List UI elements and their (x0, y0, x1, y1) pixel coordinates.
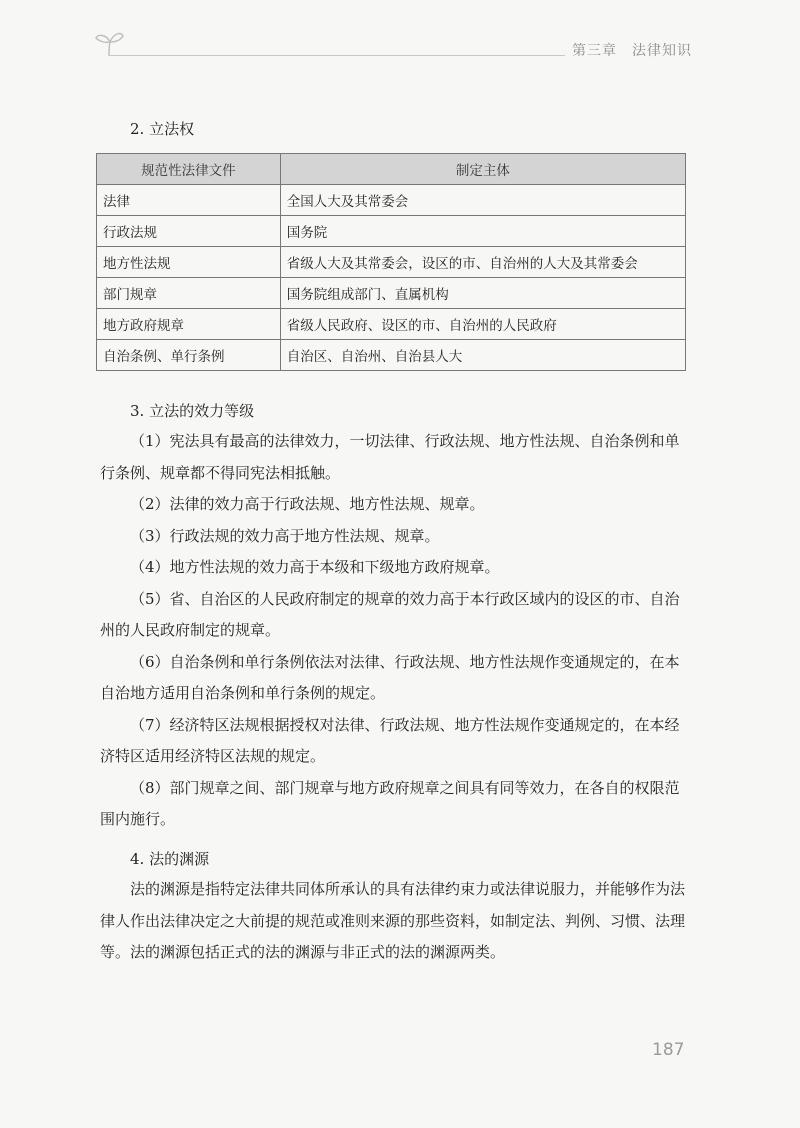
table-row (97, 185, 686, 216)
table-header-cell: 规范性法律文件 (97, 154, 281, 185)
section-title-legislative-power: 2. 立法权 (130, 120, 195, 138)
table-row (97, 309, 686, 340)
header-rule (110, 55, 565, 56)
table-cell: 全国人大及其常委会 (280, 185, 685, 216)
table-row (97, 216, 686, 247)
table-row (97, 278, 686, 309)
table-cell: 法律 (97, 185, 281, 216)
table-cell: 自治区、自治州、自治县人大 (280, 340, 685, 371)
table-row (97, 340, 686, 371)
paragraph: （4）地方性法规的效力高于本级和下级地方政府规章。 (130, 558, 500, 576)
table-cell: 地方政府规章 (97, 309, 281, 340)
table-cell: 国务院组成部门、直属机构 (280, 278, 685, 309)
paragraph: （5）省、自治区的人民政府制定的规章的效力高于本行政区域内的设区的市、自治州的人民政府制定的规章。 (100, 589, 680, 639)
sources-paragraphs (100, 874, 690, 969)
paragraph: （6）自治条例和单行条例依法对法律、行政法规、地方性法规作变通规定的，在本自治地方适用自治条例和单行条例的规定。 (100, 652, 680, 702)
paragraph: 法的渊源是指特定法律共同体所承认的具有法律约束力或法律说服力，并能够作为法律人作出法律决定之大前提的规范或准则来源的那些资料，如制定法、判例、习惯、法理等。法的渊源包括正式的法的渊源与非正式的法的渊源两类。 (100, 880, 686, 961)
paragraph: （7）经济特区法规根据授权对法律、行政法规、地方性法规作变通规定的，在本经济特区适用经济特区法规的规定。 (100, 715, 680, 765)
table-cell: 自治条例、单行条例 (97, 340, 281, 371)
section-title-sources-of-law: 4. 法的渊源 (130, 850, 210, 868)
paragraph: （8）部门规章之间、部门规章与地方政府规章之间具有同等效力，在各自的权限范围内施行。 (100, 778, 680, 828)
paragraph: （2）法律的效力高于行政法规、地方性法规、规章。 (130, 495, 485, 513)
table-header-cell: 制定主体 (280, 154, 685, 185)
page-number: 187 (652, 1040, 685, 1060)
paragraph: （1）宪法具有最高的法律效力，一切法律、行政法规、地方性法规、自治条例和单行条例、规章都不得同宪法相抵触。 (100, 432, 680, 482)
hierarchy-paragraphs (100, 426, 690, 836)
chapter-title: 第三章 法律知识 (572, 43, 692, 59)
table-cell: 省级人民政府、设区的市、自治州的人民政府 (280, 309, 685, 340)
table-cell: 省级人大及其常委会，设区的市、自治州的人大及其常委会 (280, 247, 685, 278)
table-cell: 地方性法规 (97, 247, 281, 278)
table-cell: 行政法规 (97, 216, 281, 247)
table-cell: 部门规章 (97, 278, 281, 309)
section-title-hierarchy: 3. 立法的效力等级 (130, 402, 255, 420)
table-row (97, 247, 686, 278)
legislative-power-table (96, 153, 686, 371)
table-header-row (97, 154, 686, 185)
paragraph: （3）行政法规的效力高于地方性法规、规章。 (130, 526, 440, 545)
table-cell: 国务院 (280, 216, 685, 247)
